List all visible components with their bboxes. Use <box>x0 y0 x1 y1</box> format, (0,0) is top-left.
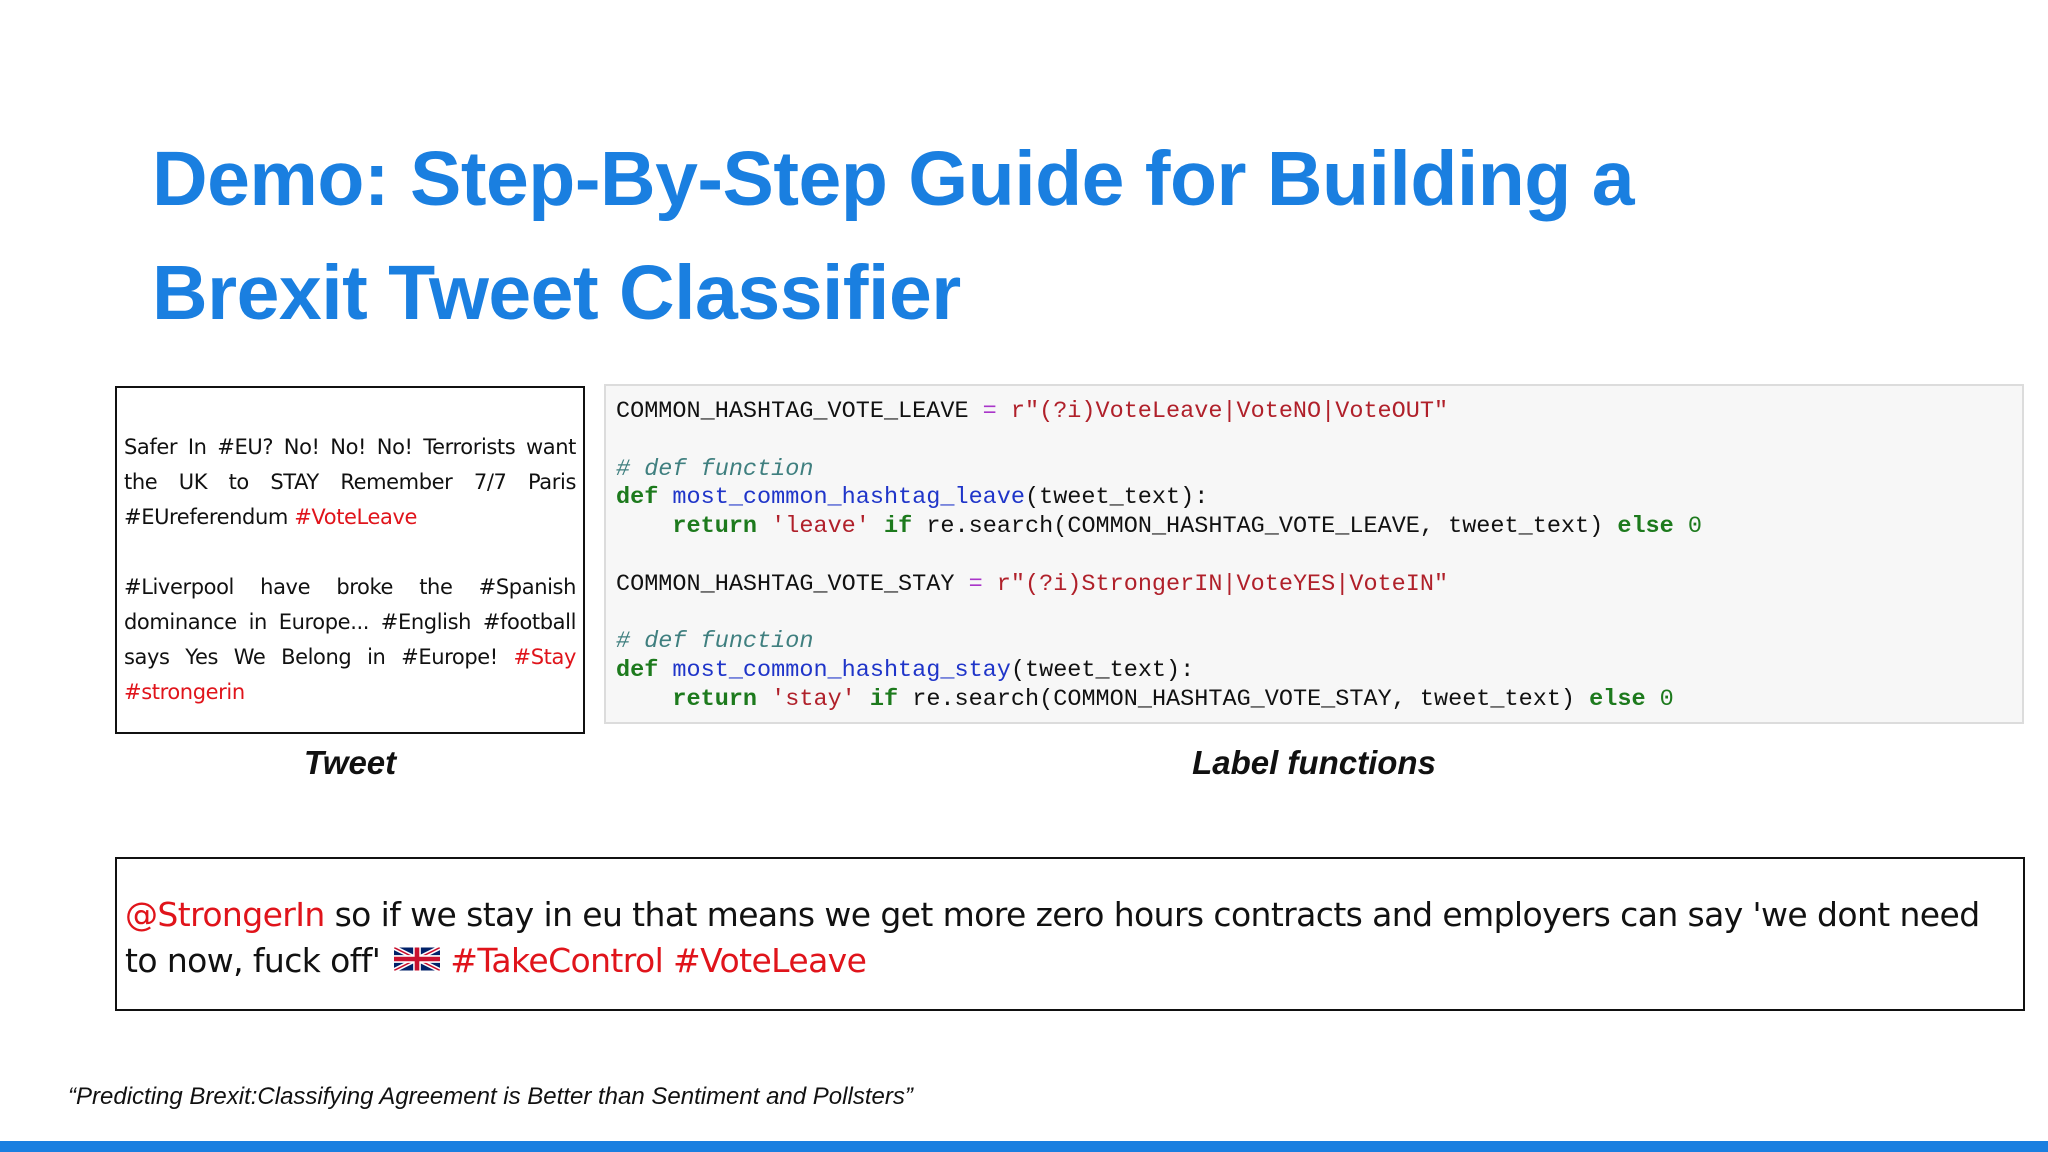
hashtags-takecontrol-voteleave: #TakeControl #VoteLeave <box>450 941 867 980</box>
code-function-name: most_common_hashtag_leave <box>672 484 1025 512</box>
tweet-examples-box <box>115 386 585 734</box>
code-line-7 <box>616 571 2012 600</box>
code-comment: # def function <box>616 455 814 483</box>
code-line-blank <box>616 427 2012 456</box>
code-keyword: if <box>869 685 899 713</box>
tweet-text: Safer In #EU? No! No! No! Terrorists want the UK to STAY Remember 7/7 Paris #EUreferendum <box>124 435 576 529</box>
title-line-1: Demo: Step-By-Step Guide for Building a <box>152 136 1635 222</box>
code-call: re.search(COMMON_HASHTAG_VOTE_LEAVE, tweet_text) <box>926 513 1604 541</box>
code-line-4: def most_common_hashtag_leave(tweet_text): <box>616 484 1209 512</box>
code-line-3 <box>616 456 2012 485</box>
tweet-caption: Tweet <box>303 744 397 781</box>
slide-title <box>152 122 1952 350</box>
code-line-blank <box>616 542 2012 571</box>
code-call: re.search(COMMON_HASHTAG_VOTE_STAY, tweet_text) <box>912 685 1576 713</box>
code-line-1 <box>616 398 2012 427</box>
code-keyword: def <box>616 484 659 512</box>
code-keyword: else <box>1589 685 1646 713</box>
tweet-example-leave <box>124 430 576 535</box>
code-keyword: return <box>672 685 758 713</box>
code-string: 'stay' <box>771 685 856 713</box>
hashtag-stay: #Stay <box>513 645 576 669</box>
example-tweet-box <box>115 857 2025 1011</box>
code-function-name: most_common_hashtag_stay <box>672 657 1011 685</box>
code-line-5 <box>616 513 2012 542</box>
hashtag-strongerin: #strongerin <box>124 680 245 704</box>
code-operator: = <box>982 398 997 425</box>
code-keyword: else <box>1617 513 1674 541</box>
label-functions-code <box>604 384 2024 724</box>
citation: “Predicting Brexit:Classifying Agreement is Better than Sentiment and Pollsters” <box>68 1083 913 1110</box>
code-line-11 <box>616 686 2012 715</box>
mention-strongerin: @StrongerIn <box>125 895 325 934</box>
code-regex: r"(?i)StrongerIN|VoteYES|VoteIN" <box>996 570 1449 598</box>
bottom-accent-bar <box>0 1141 2048 1152</box>
example-tweet-text <box>125 892 2015 986</box>
code-param: tweet_text <box>1025 657 1167 685</box>
code-param: tweet_text <box>1039 484 1181 512</box>
code-keyword: if <box>883 513 913 541</box>
tweet-example-stay <box>124 570 576 710</box>
label-functions-caption: Label functions <box>1192 744 1436 781</box>
tweet-body: so if we stay in eu that means we get more zero hours contracts and employers can say 'we dont need to now, fuck off' <box>125 895 1980 980</box>
code-operator: = <box>968 570 983 598</box>
code-const: COMMON_HASHTAG_VOTE_STAY <box>616 570 955 598</box>
tweet-text: #Liverpool have broke the #Spanish dominance in Europe... #English #football says Yes We Belong in #Europe! <box>124 575 576 669</box>
code-regex: r"(?i)VoteLeave|VoteNO|VoteOUT" <box>1010 398 1449 425</box>
code-keyword: return <box>672 513 758 541</box>
uk-flag-icon <box>394 940 440 986</box>
code-const: COMMON_HASHTAG_VOTE_LEAVE <box>616 398 969 425</box>
title-line-2: Brexit Tweet Classifier <box>152 250 961 336</box>
code-string: 'leave' <box>771 513 870 541</box>
hashtag-voteleave: #VoteLeave <box>294 505 418 529</box>
code-line-10: def most_common_hashtag_stay(tweet_text): <box>616 657 1195 685</box>
code-number: 0 <box>1659 685 1674 713</box>
code-comment: # def function <box>616 628 814 656</box>
code-line-blank <box>616 600 2012 629</box>
code-line-9 <box>616 628 2012 657</box>
code-keyword: def <box>616 657 659 685</box>
code-number: 0 <box>1687 513 1702 541</box>
